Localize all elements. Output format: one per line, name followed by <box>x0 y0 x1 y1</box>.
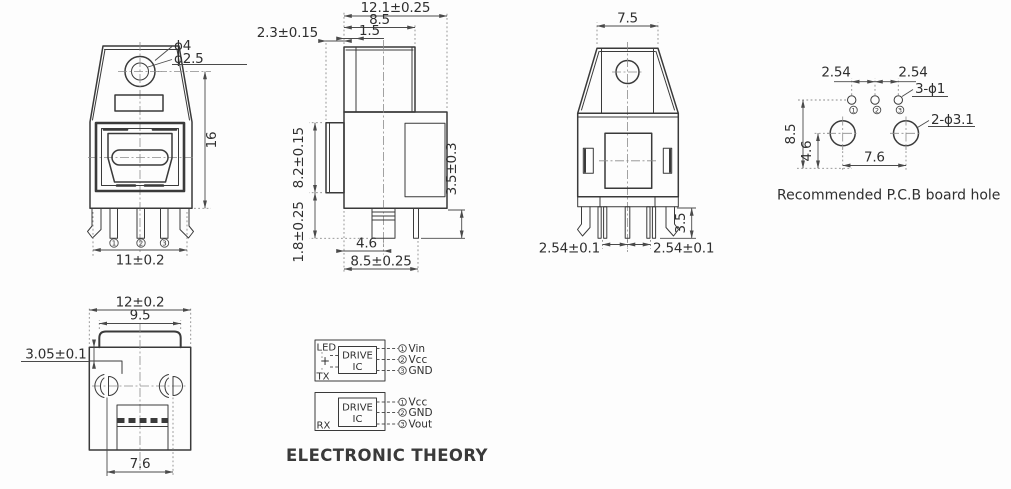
dim-front-height: 16 <box>204 131 220 149</box>
pcb-caption: Recommended P.C.B board hole <box>777 187 1001 204</box>
rx-pin2-number: 2 <box>400 408 405 417</box>
dim-pcb-span: 7.6 <box>863 149 885 166</box>
dim-side-pin-offset: 4.6 <box>356 235 377 252</box>
tx-label: TX <box>316 371 330 383</box>
tx-pin1-number: 1 <box>400 344 405 353</box>
dim-front-width: 11±0.2 <box>115 252 165 269</box>
dim-side-depth: 12.1±0.25 <box>360 0 431 16</box>
label-pcb-large-hole: 2-ϕ3.1 <box>931 112 974 128</box>
dim-side-pin-span: 8.5±0.25 <box>350 253 412 270</box>
dim-bottom-span: 7.6 <box>129 456 151 472</box>
dim-pcb-height-lower: 4.6 <box>799 140 815 162</box>
dim-rear-pitch-right: 2.54±0.1 <box>653 240 715 257</box>
dim-bottom-cap-width: 9.5 <box>129 307 151 324</box>
dim-bottom-lens-depth: 3.05±0.1 <box>25 346 87 363</box>
tx-pin3-name: GND <box>408 365 433 377</box>
rx-pin1-name: Vcc <box>408 396 428 409</box>
dim-pcb-pitch-right: 2.54 <box>898 64 928 81</box>
rx-pin2-name: GND <box>408 407 433 419</box>
pcb-pin-number-2: 2 <box>874 106 880 115</box>
tx-pin1-name: Vin <box>408 343 426 355</box>
dim-front-hole-inner: ϕ2.5 <box>174 51 204 67</box>
tx-pin2-name: Vcc <box>408 354 428 366</box>
tx-pin2-number: 2 <box>400 355 405 364</box>
dim-rear-pitch-left: 2.54±0.1 <box>538 240 600 257</box>
theory-caption: ELECTRONIC THEORY <box>286 446 488 465</box>
pcb-pin-number-3: 3 <box>897 106 903 115</box>
dim-side-port-inset: 1.5 <box>359 23 380 39</box>
rx-pin1-number: 1 <box>400 398 405 407</box>
tx-led-label: LED <box>316 342 337 354</box>
tx-pin3-number: 3 <box>400 366 405 375</box>
dim-rear-top-width: 7.5 <box>617 10 638 27</box>
rx-pin3-number: 3 <box>400 420 405 429</box>
front-pin-number-1: 1 <box>111 239 117 248</box>
rx-chip-line1: DRIVE <box>342 402 373 414</box>
tx-plus-sign: + <box>319 354 331 368</box>
dim-pcb-height-full: 8.5 <box>783 123 799 145</box>
dim-front-hole-outer: ϕ4 <box>174 38 192 54</box>
dim-side-pin-length: 1.8±0.25 <box>291 201 307 263</box>
rx-chip-line2: IC <box>352 414 363 425</box>
dim-rear-pin-length: 3.5 <box>673 212 689 234</box>
rx-label: RX <box>316 420 331 432</box>
dim-side-flange-thickness: 2.3±0.15 <box>256 25 318 41</box>
dim-side-port-depth: 8.5 <box>369 12 390 28</box>
rx-pin3-name: Vout <box>408 418 433 431</box>
front-pin-number-2: 2 <box>138 239 144 248</box>
dim-side-flange-height: 8.2±0.15 <box>291 127 307 189</box>
tx-chip-line2: IC <box>352 362 363 373</box>
dim-pcb-pitch-left: 2.54 <box>821 64 851 81</box>
label-pcb-small-hole: 3-ϕ1 <box>915 81 946 97</box>
tx-chip-line1: DRIVE <box>342 350 373 362</box>
pcb-pin-number-1: 1 <box>851 106 856 115</box>
front-pin-number-3: 3 <box>162 239 167 248</box>
dim-side-pin-height: 3.5±0.3 <box>444 142 460 196</box>
dim-bottom-width: 12±0.2 <box>115 294 165 311</box>
